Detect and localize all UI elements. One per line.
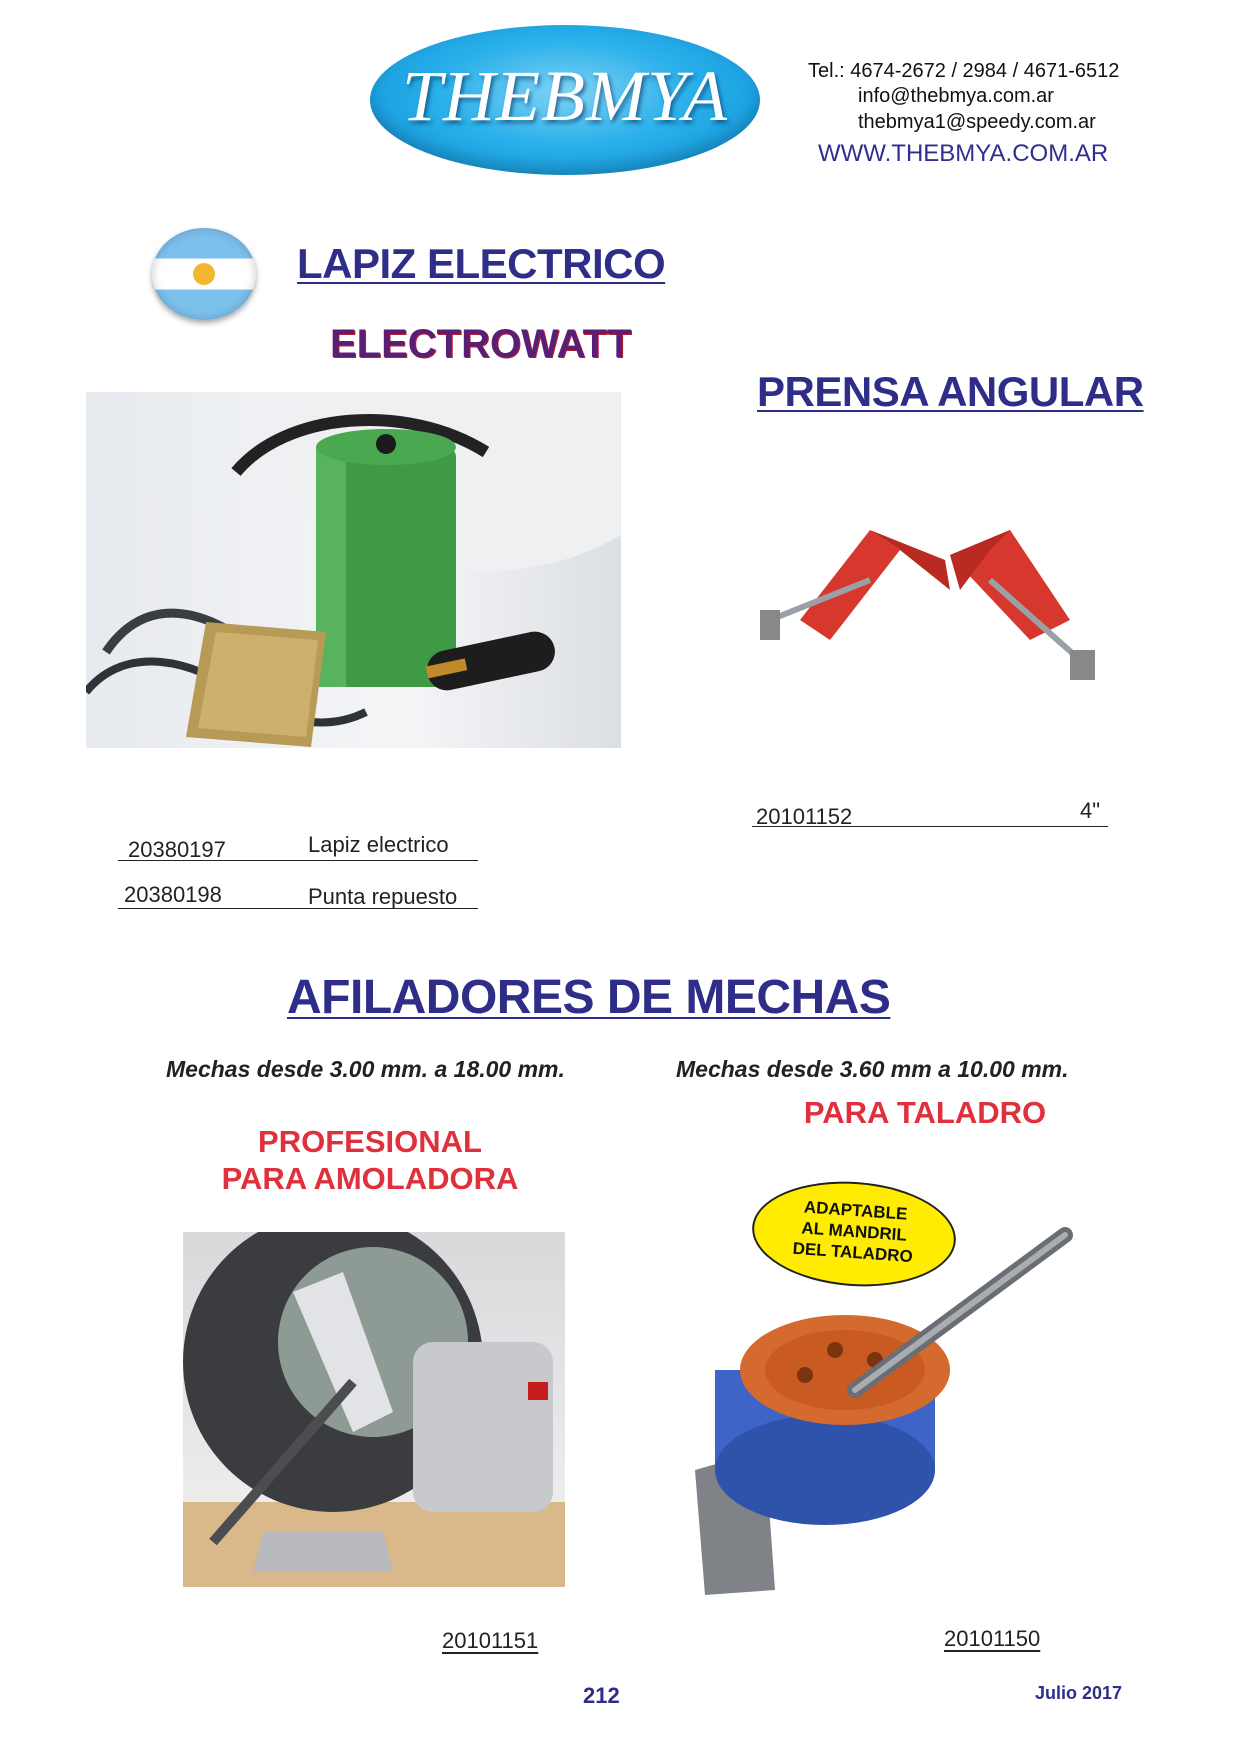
logo-text: THEBMYA — [402, 56, 728, 136]
prensa-title: PRENSA ANGULAR — [757, 368, 1144, 415]
phone: Tel.: 4674-2672 / 2984 / 4671-6512 — [808, 60, 1120, 82]
lapiz-code-2: 20380198 — [124, 882, 222, 907]
para-amoladora: PARA AMOLADORA — [221, 1161, 519, 1196]
lapiz-code-1: 20380197 — [128, 837, 226, 862]
left-range: Mechas desde 3.00 mm. a 18.00 mm. — [166, 1056, 565, 1082]
lapiz-electrico-photo — [86, 392, 621, 748]
badge-line-2: AL MANDRIL — [800, 1218, 908, 1245]
lapiz-divider-1 — [118, 860, 478, 861]
brand-electrowatt: ELECTROWATT — [330, 322, 632, 366]
footer-date: Julio 2017 — [1035, 1683, 1123, 1703]
prensa-size: 4" — [1080, 798, 1101, 823]
right-range: Mechas desde 3.60 mm a 10.00 mm. — [676, 1056, 1069, 1082]
argentina-flag-icon — [152, 228, 256, 320]
email-info[interactable]: info@thebmya.com.ar — [858, 85, 1054, 107]
code-amoladora: 20101151 — [442, 1628, 539, 1653]
website-link[interactable]: WWW.THEBMYA.COM.AR — [818, 140, 1109, 167]
afilador-amoladora-photo — [183, 1232, 565, 1587]
prensa-code: 20101152 — [756, 804, 853, 829]
lapiz-title: LAPIZ ELECTRICO — [297, 240, 666, 287]
lapiz-desc-2: Punta repuesto — [308, 884, 458, 909]
email-speedy[interactable]: thebmya1@speedy.com.ar — [858, 111, 1096, 133]
lapiz-desc-1: Lapiz electrico — [308, 832, 449, 857]
lapiz-divider-2 — [118, 908, 478, 909]
prensa-divider — [752, 826, 1108, 827]
afiladores-title: AFILADORES DE MECHAS — [287, 971, 891, 1024]
profesional: PROFESIONAL — [258, 1124, 482, 1159]
code-taladro: 20101150 — [944, 1626, 1041, 1651]
page-number: 212 — [583, 1683, 620, 1708]
prensa-angular-photo — [750, 500, 1120, 715]
badge-line-1: ADAPTABLE — [803, 1197, 908, 1224]
para-taladro: PARA TALADRO — [803, 1095, 1047, 1130]
badge-line-3: DEL TALADRO — [792, 1238, 914, 1267]
